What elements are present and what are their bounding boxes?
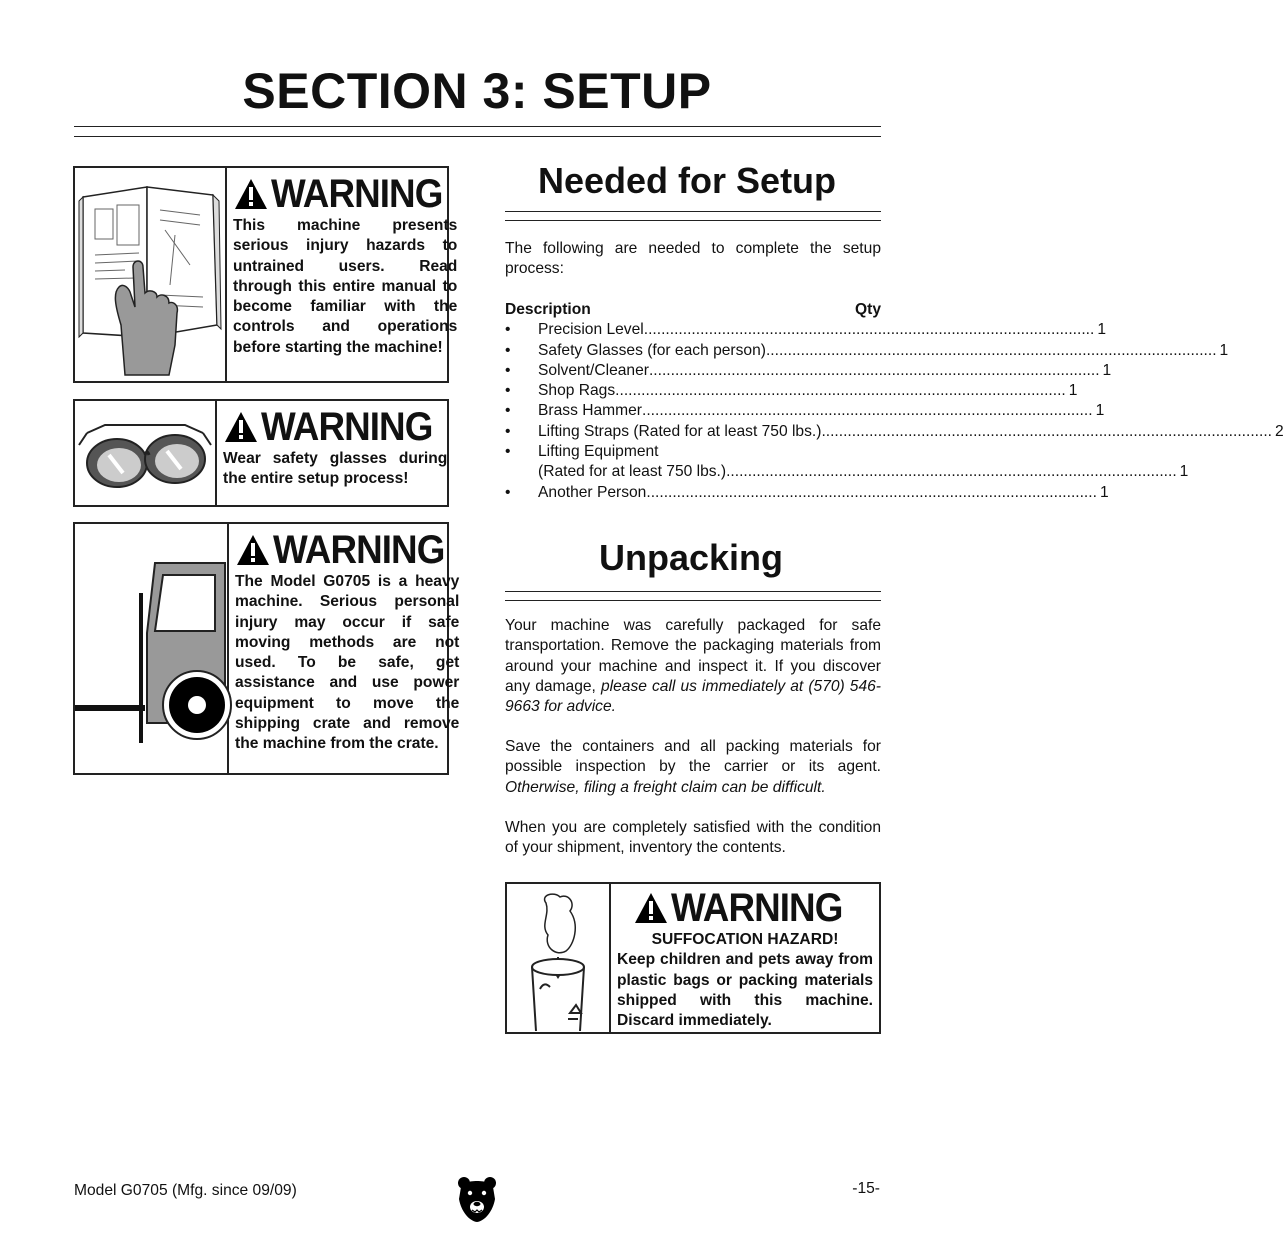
safety-glasses-icon <box>75 401 217 505</box>
title-rule-bottom <box>74 136 881 137</box>
unpacking-paragraph-2: Save the containers and all packing materials for possible inspection by the carrier or its agent. Otherwise, filing a freight claim can be difficult. <box>505 738 881 796</box>
unpacking-paragraph-1: Your machine was carefully packaged for safe transportation. Remove the packaging materials from around your machine and inspect it. If you discover any damage, please call us immediately at (570) 546-9663 for advice. <box>505 617 882 716</box>
col-qty: Qty <box>855 301 881 318</box>
unpacking-rule-bottom <box>505 600 881 601</box>
list-item: • Lifting Straps (Rated for at least 750 lbs.) ..... 2 <box>505 422 881 442</box>
alert-triangle-icon <box>235 533 271 567</box>
needed-rule-bottom <box>505 220 881 221</box>
unpacking-rule-top <box>505 591 881 592</box>
warning-heading: WARNING <box>223 405 447 449</box>
needed-rule-top <box>505 211 881 212</box>
suffocation-title: SUFFOCATION HAZARD! <box>651 931 839 948</box>
list-item: • Solvent/Cleaner ..... 1 <box>505 361 881 381</box>
warning-box-suffocation <box>505 882 881 1034</box>
warning-box-manual <box>73 166 458 383</box>
list-item-continued: (Rated for at least 750 lbs.) ..... 1 <box>505 462 881 482</box>
unpacking-paragraph-3: When you are completely satisfied with the condition of your shipment, inventory the contents. <box>505 819 881 857</box>
unpacking-heading: Unpacking <box>599 537 784 578</box>
grizzly-bear-logo-icon <box>457 1175 497 1228</box>
warning-text: This machine presents serious injury hazards to untrained users. Read through this entire manual to become familiar with the controls and operations before starting the machine! <box>233 217 458 356</box>
needed-intro: The following are needed to complete the setup process: <box>505 240 881 278</box>
warning-heading: WARNING <box>235 528 459 572</box>
alert-triangle-icon <box>633 891 669 925</box>
alert-triangle-icon <box>223 410 259 444</box>
page-number: -15- <box>852 1180 880 1197</box>
list-item: • Precision Level ..... 1 <box>505 320 881 340</box>
warning-heading: WARNING <box>617 886 873 930</box>
needed-heading: Needed for Setup <box>538 160 837 201</box>
needed-list <box>505 300 1284 503</box>
needed-list-header <box>505 300 881 320</box>
list-item: • Lifting Equipment <box>505 443 659 461</box>
list-item: • Safety Glasses (for each person) ..... 1 <box>505 341 881 361</box>
warning-text: Wear safety glasses during the entire setup process! <box>223 450 448 488</box>
warning-text: The Model G0705 is a heavy machine. Serious personal injury may occur if safe moving methods are not used. To be safe, get assistance and use power equipment to move the shipping crate and remove the machine from the crate. <box>235 573 460 753</box>
page-title: SECTION 3: SETUP <box>242 63 712 119</box>
warning-heading: WARNING <box>233 172 457 216</box>
forklift-icon <box>75 524 229 773</box>
footer-model: Model G0705 (Mfg. since 09/09) <box>74 1182 297 1199</box>
list-item: • Another Person ..... 1 <box>505 483 881 503</box>
warning-box-forklift <box>73 522 460 775</box>
warning-box-glasses <box>73 399 449 507</box>
title-rule-top <box>74 126 881 127</box>
trash-bin-bag-icon <box>507 884 611 1032</box>
list-item: • Brass Hammer ..... 1 <box>505 401 881 421</box>
warning-text: Keep children and pets away from plastic bags or packing materials shipped with this machine. Discard immediately. <box>617 951 873 1030</box>
alert-triangle-icon <box>233 177 269 211</box>
list-item: • Shop Rags ..... 1 <box>505 381 881 401</box>
col-description: Description <box>505 301 591 318</box>
manual-reading-icon <box>75 168 227 381</box>
